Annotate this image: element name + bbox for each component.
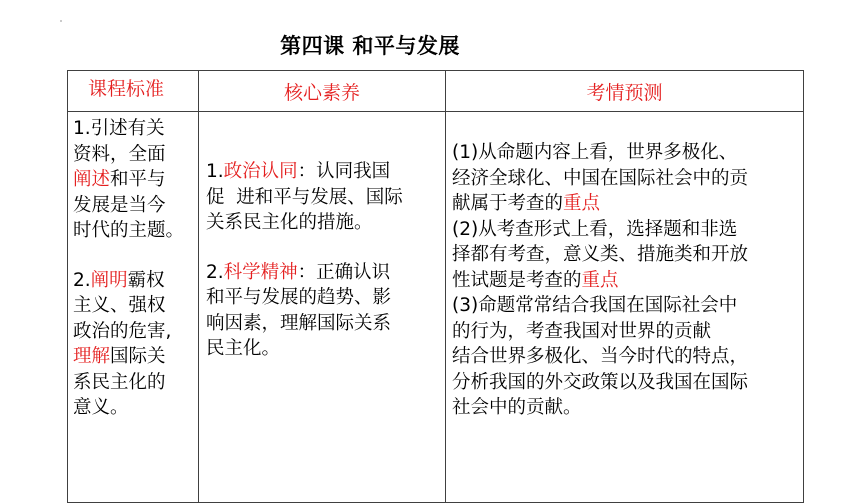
text-span: ：正确认识 (297, 261, 391, 283)
text-line: 分析我国的外交政策以及我国在国际 (452, 371, 749, 393)
forecast-cell (446, 112, 804, 503)
content-row (68, 112, 804, 503)
text-span: 2. (206, 261, 224, 283)
text-line: 促 进和平与发展、国际 (206, 186, 403, 208)
text-span: 2. (73, 269, 91, 291)
decorative-dot (60, 20, 62, 22)
literacy-cell (199, 112, 446, 503)
text-span: 国际关 (110, 346, 166, 367)
text-line (73, 167, 196, 193)
text-line (452, 268, 799, 294)
keyword: 阐述 (73, 169, 111, 190)
keyword: 理解 (73, 346, 111, 367)
text-span: 性试题是考查的 (452, 269, 582, 291)
text-line: 的行为，考查我国对世界的贡献 (452, 320, 712, 342)
text-line: 意义。 (73, 397, 129, 418)
text-line (73, 344, 196, 370)
text-span: 霸权 (127, 269, 165, 291)
text-line (73, 268, 196, 294)
text-line: (2)从考查形式上看，选择题和非选 (452, 218, 738, 240)
keyword: 科学精神 (223, 261, 298, 283)
text-line: 资料，全面 (73, 143, 166, 165)
text-line: 社会中的贡献。 (452, 397, 582, 418)
text-line: 和平与发展的趋势、影 (206, 287, 392, 308)
page-title: 第四课 和平与发展 (280, 34, 460, 58)
text-line: 1.引述有关 (73, 118, 165, 139)
text-span: ：认同我国 (297, 161, 391, 182)
text-line: 系民主化的 (73, 371, 166, 393)
text-line: 关系民主化的措施。 (206, 212, 373, 233)
text-line: 时代的主题。 (73, 220, 185, 241)
text-line (206, 159, 441, 185)
keyword: 重点 (581, 269, 619, 291)
text-line: 发展是当今 (73, 194, 166, 216)
header-row (68, 71, 804, 112)
text-line: (1)从命题内容上看，世界多极化、 (452, 142, 738, 163)
header-standard: 课程标准 (68, 71, 199, 112)
text-line: 择都有考查，意义类、措施类和开放 (452, 244, 749, 265)
keyword: 阐明 (90, 269, 128, 291)
text-line: 经济全球化、中国在国际社会中的贡 (452, 167, 749, 189)
text-line: 民主化。 (206, 338, 281, 359)
text-line: 政治的危害, (73, 320, 172, 342)
text-line (206, 260, 441, 286)
header-literacy: 核心素养 (199, 71, 446, 112)
lesson-table (67, 70, 804, 503)
keyword: 重点 (563, 193, 601, 214)
header-forecast: 考情预测 (446, 71, 804, 112)
text-line: 结合世界多极化、当今时代的特点， (452, 346, 749, 367)
keyword: 政治认同 (223, 161, 298, 182)
standard-cell (68, 112, 199, 503)
text-line: (3)命题常常结合我国在国际社会中 (452, 295, 738, 316)
text-span: 和平与 (110, 169, 166, 190)
text-line: 响因素，理解国际关系 (206, 312, 392, 334)
text-span: 1. (206, 161, 224, 182)
text-line (452, 191, 799, 217)
text-line: 主义、强权 (73, 295, 166, 316)
text-span: 献属于考查的 (452, 193, 564, 214)
